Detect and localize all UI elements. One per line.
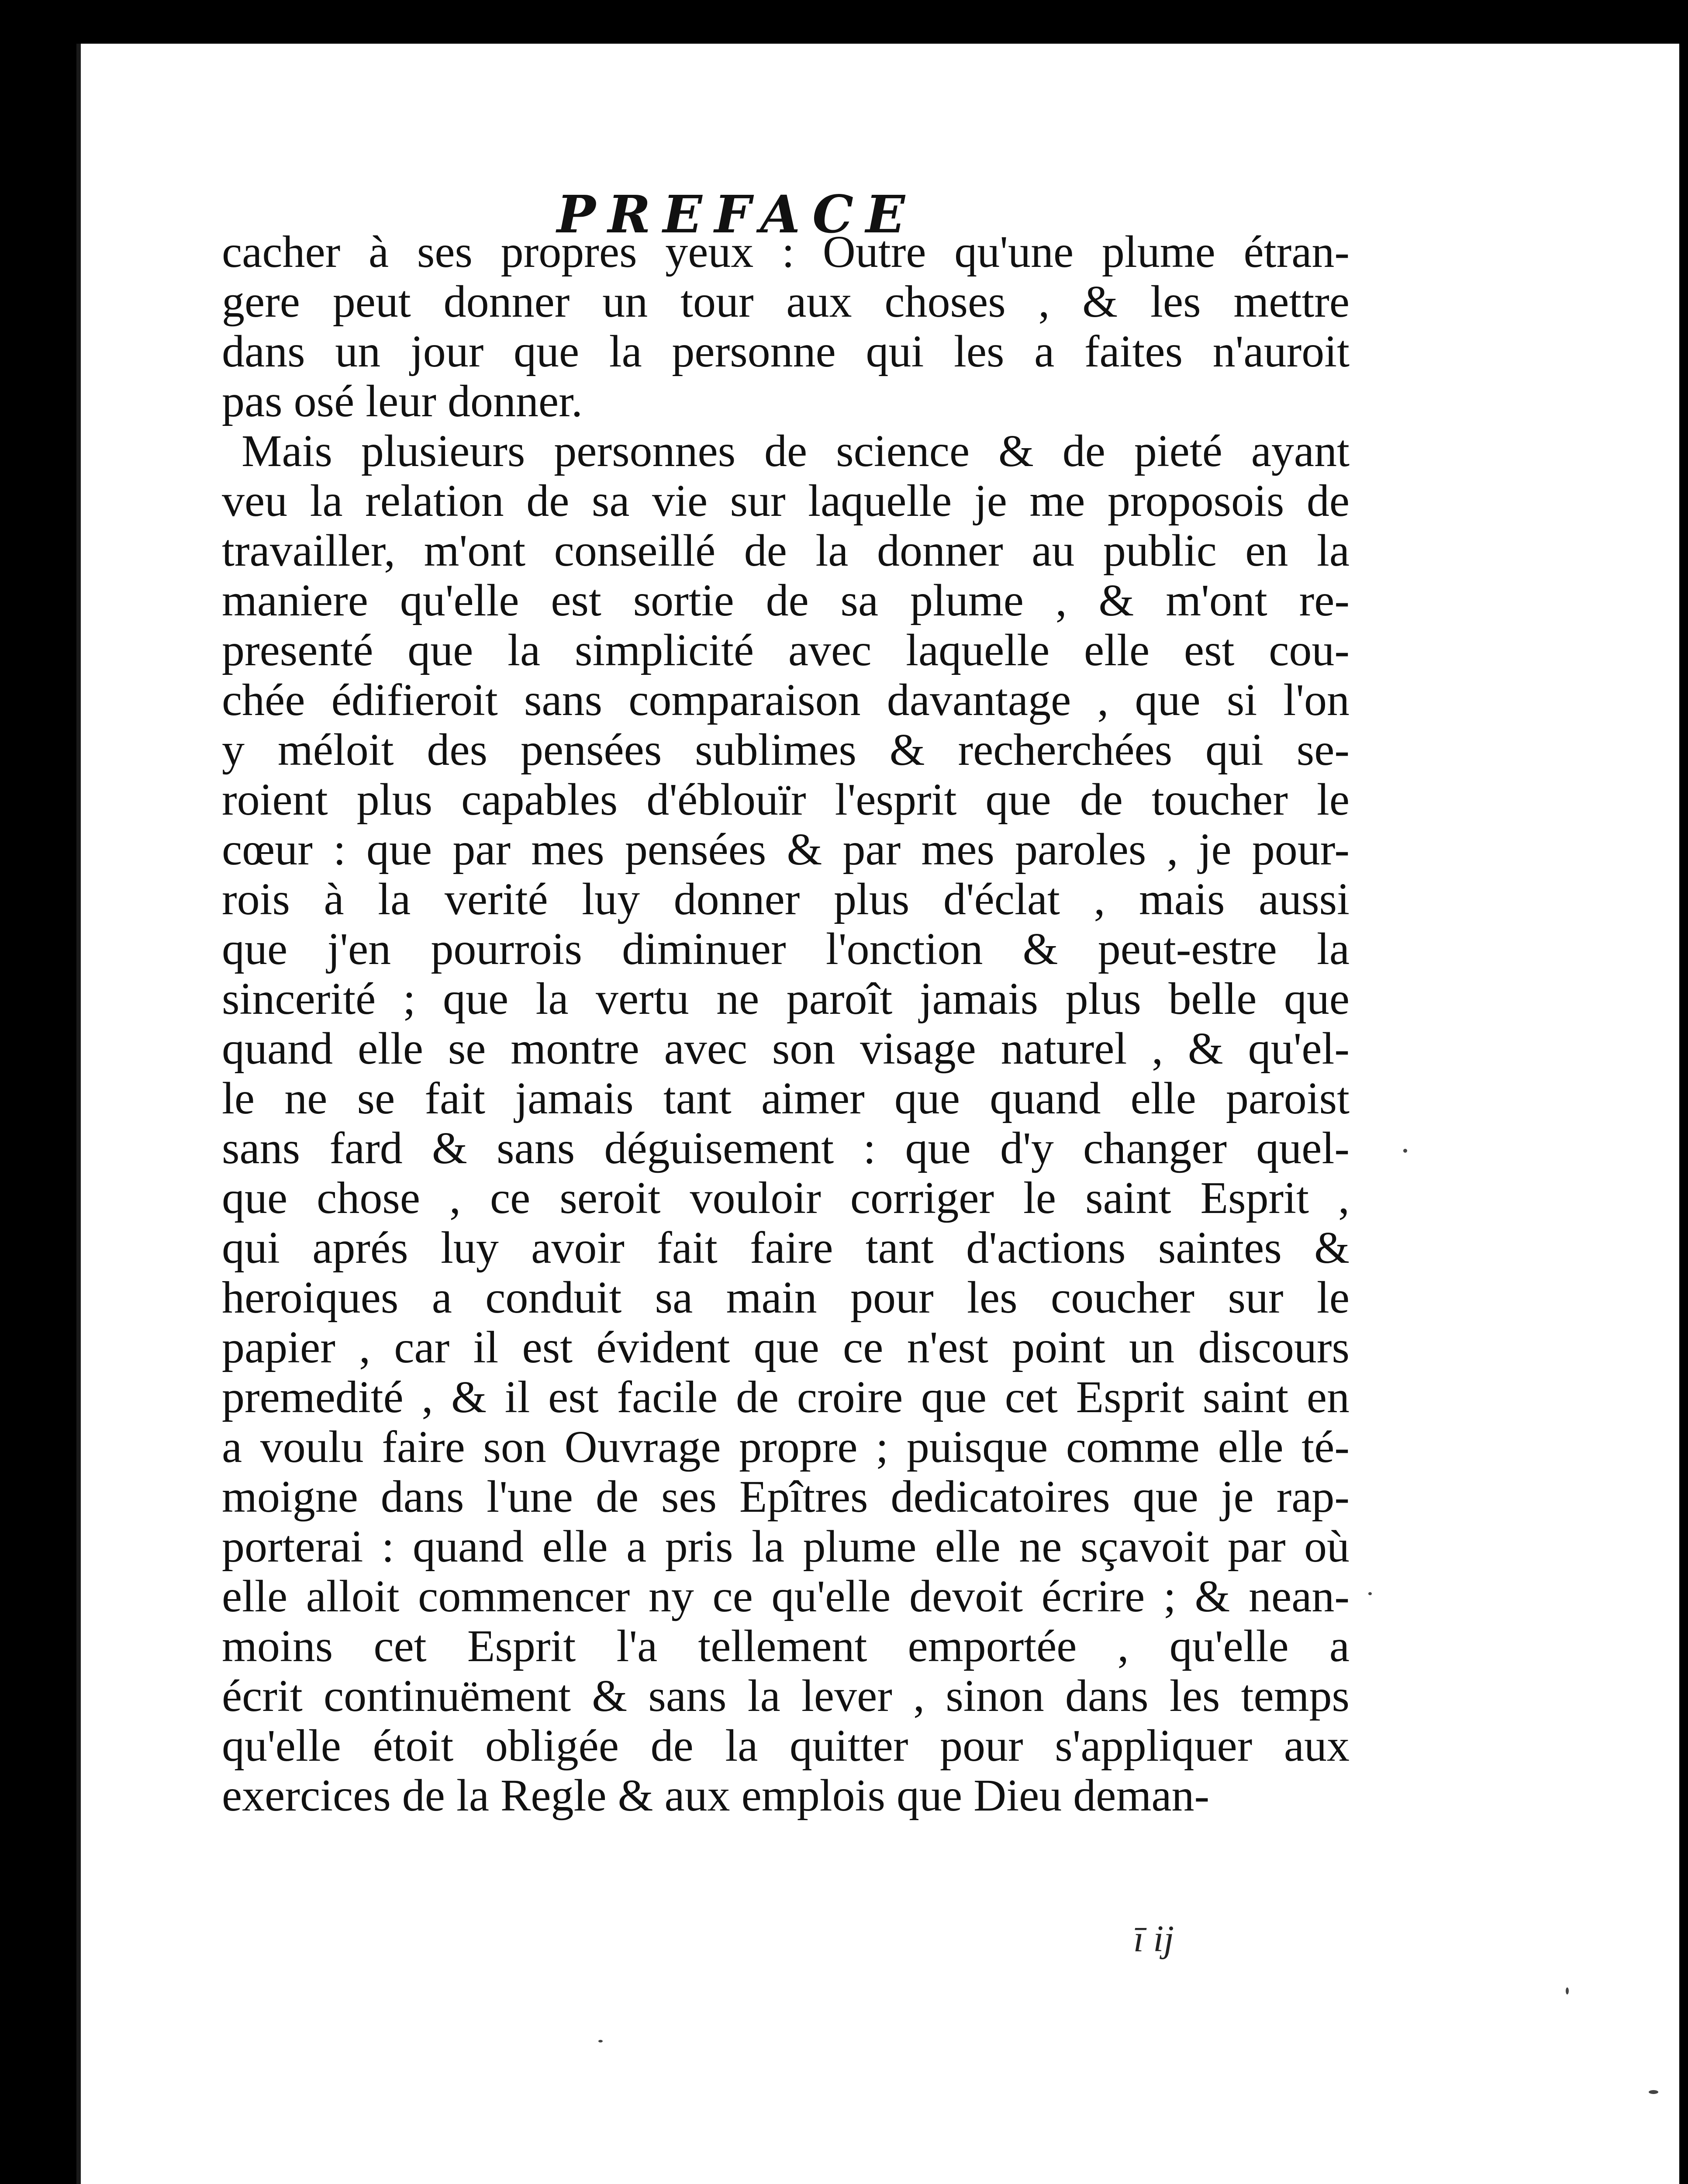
book-page (76, 44, 1679, 2184)
text-line: que chose , ce seroit vouloir corriger le saint Esprit , (222, 1173, 1350, 1223)
text-line: gere peut donner un tour aux choses , & les mettre (222, 276, 1350, 327)
text-line: moigne dans l'une de ses Epîtres dedicatoires que je rap- (222, 1472, 1350, 1522)
running-head: PREFACE (557, 184, 918, 245)
ink-speck (1649, 2090, 1658, 2094)
ink-speck (1368, 1592, 1372, 1595)
text-line: moins cet Esprit l'a tellement emportée , qu'elle a (222, 1621, 1350, 1671)
signature-mark: ī ij (1133, 1918, 1174, 1959)
text-line: presenté que la simplicité avec laquelle elle est cou- (222, 625, 1350, 675)
text-line: premedité , & il est facile de croire que cet Esprit saint en (222, 1372, 1350, 1422)
text-line: Mais plusieurs personnes de science & de pieté ayant (242, 426, 1350, 476)
text-line: quand elle se montre avec son visage naturel , & qu'el- (222, 1023, 1350, 1074)
text-line: y méloit des pensées sublimes & recherchées qui se- (222, 725, 1350, 775)
text-line: sincerité ; que la vertu ne paroît jamais plus belle que (222, 974, 1350, 1024)
text-line: papier , car il est évident que ce n'est point un discours (222, 1322, 1350, 1372)
text-line: cœur : que par mes pensées & par mes paroles , je pour- (222, 824, 1350, 874)
ink-speck (1403, 1149, 1407, 1153)
text-line: roient plus capables d'éblouïr l'esprit que de toucher le (222, 774, 1350, 825)
text-line: écrit continuëment & sans la lever , sinon dans les temps (222, 1671, 1350, 1721)
text-line: exercices de la Regle & aux emplois que Dieu deman- (222, 1770, 1210, 1821)
body-text (222, 227, 1350, 1821)
text-line: a voulu faire son Ouvrage propre ; puisque comme elle té- (222, 1422, 1350, 1472)
text-line: que j'en pourrois diminuer l'onction & peut-estre la (222, 924, 1350, 974)
text-line: travailler, m'ont conseillé de la donner au public en la (222, 525, 1350, 576)
text-line: le ne se fait jamais tant aimer que quand elle paroist (222, 1073, 1350, 1123)
text-line: rois à la verité luy donner plus d'éclat , mais aussi (222, 874, 1350, 924)
ink-speck (1566, 1987, 1569, 1994)
text-line: qui aprés luy avoir fait faire tant d'actions saintes & (222, 1223, 1350, 1273)
text-line: dans un jour que la personne qui les a faites n'auroit (222, 326, 1350, 377)
text-line: qu'elle étoit obligée de la quitter pour s'appliquer aux (222, 1721, 1350, 1771)
text-line: cacher à ses propres yeux : Outre qu'une plume étran- (222, 227, 1350, 277)
text-line: elle alloit commencer ny ce qu'elle devoit écrire ; & nean- (222, 1571, 1350, 1621)
ink-speck (598, 2040, 603, 2042)
text-line: porterai : quand elle a pris la plume elle ne sçavoit par où (222, 1521, 1350, 1572)
text-line: sans fard & sans déguisement : que d'y changer quel- (222, 1123, 1350, 1173)
text-line: veu la relation de sa vie sur laquelle je me proposois de (222, 476, 1350, 526)
text-line: chée édifieroit sans comparaison davantage , que si l'on (222, 675, 1350, 725)
text-line: maniere qu'elle est sortie de sa plume , & m'ont re- (222, 575, 1350, 625)
text-line: heroiques a conduit sa main pour les coucher sur le (222, 1272, 1350, 1323)
text-line: pas osé leur donner. (222, 376, 583, 426)
